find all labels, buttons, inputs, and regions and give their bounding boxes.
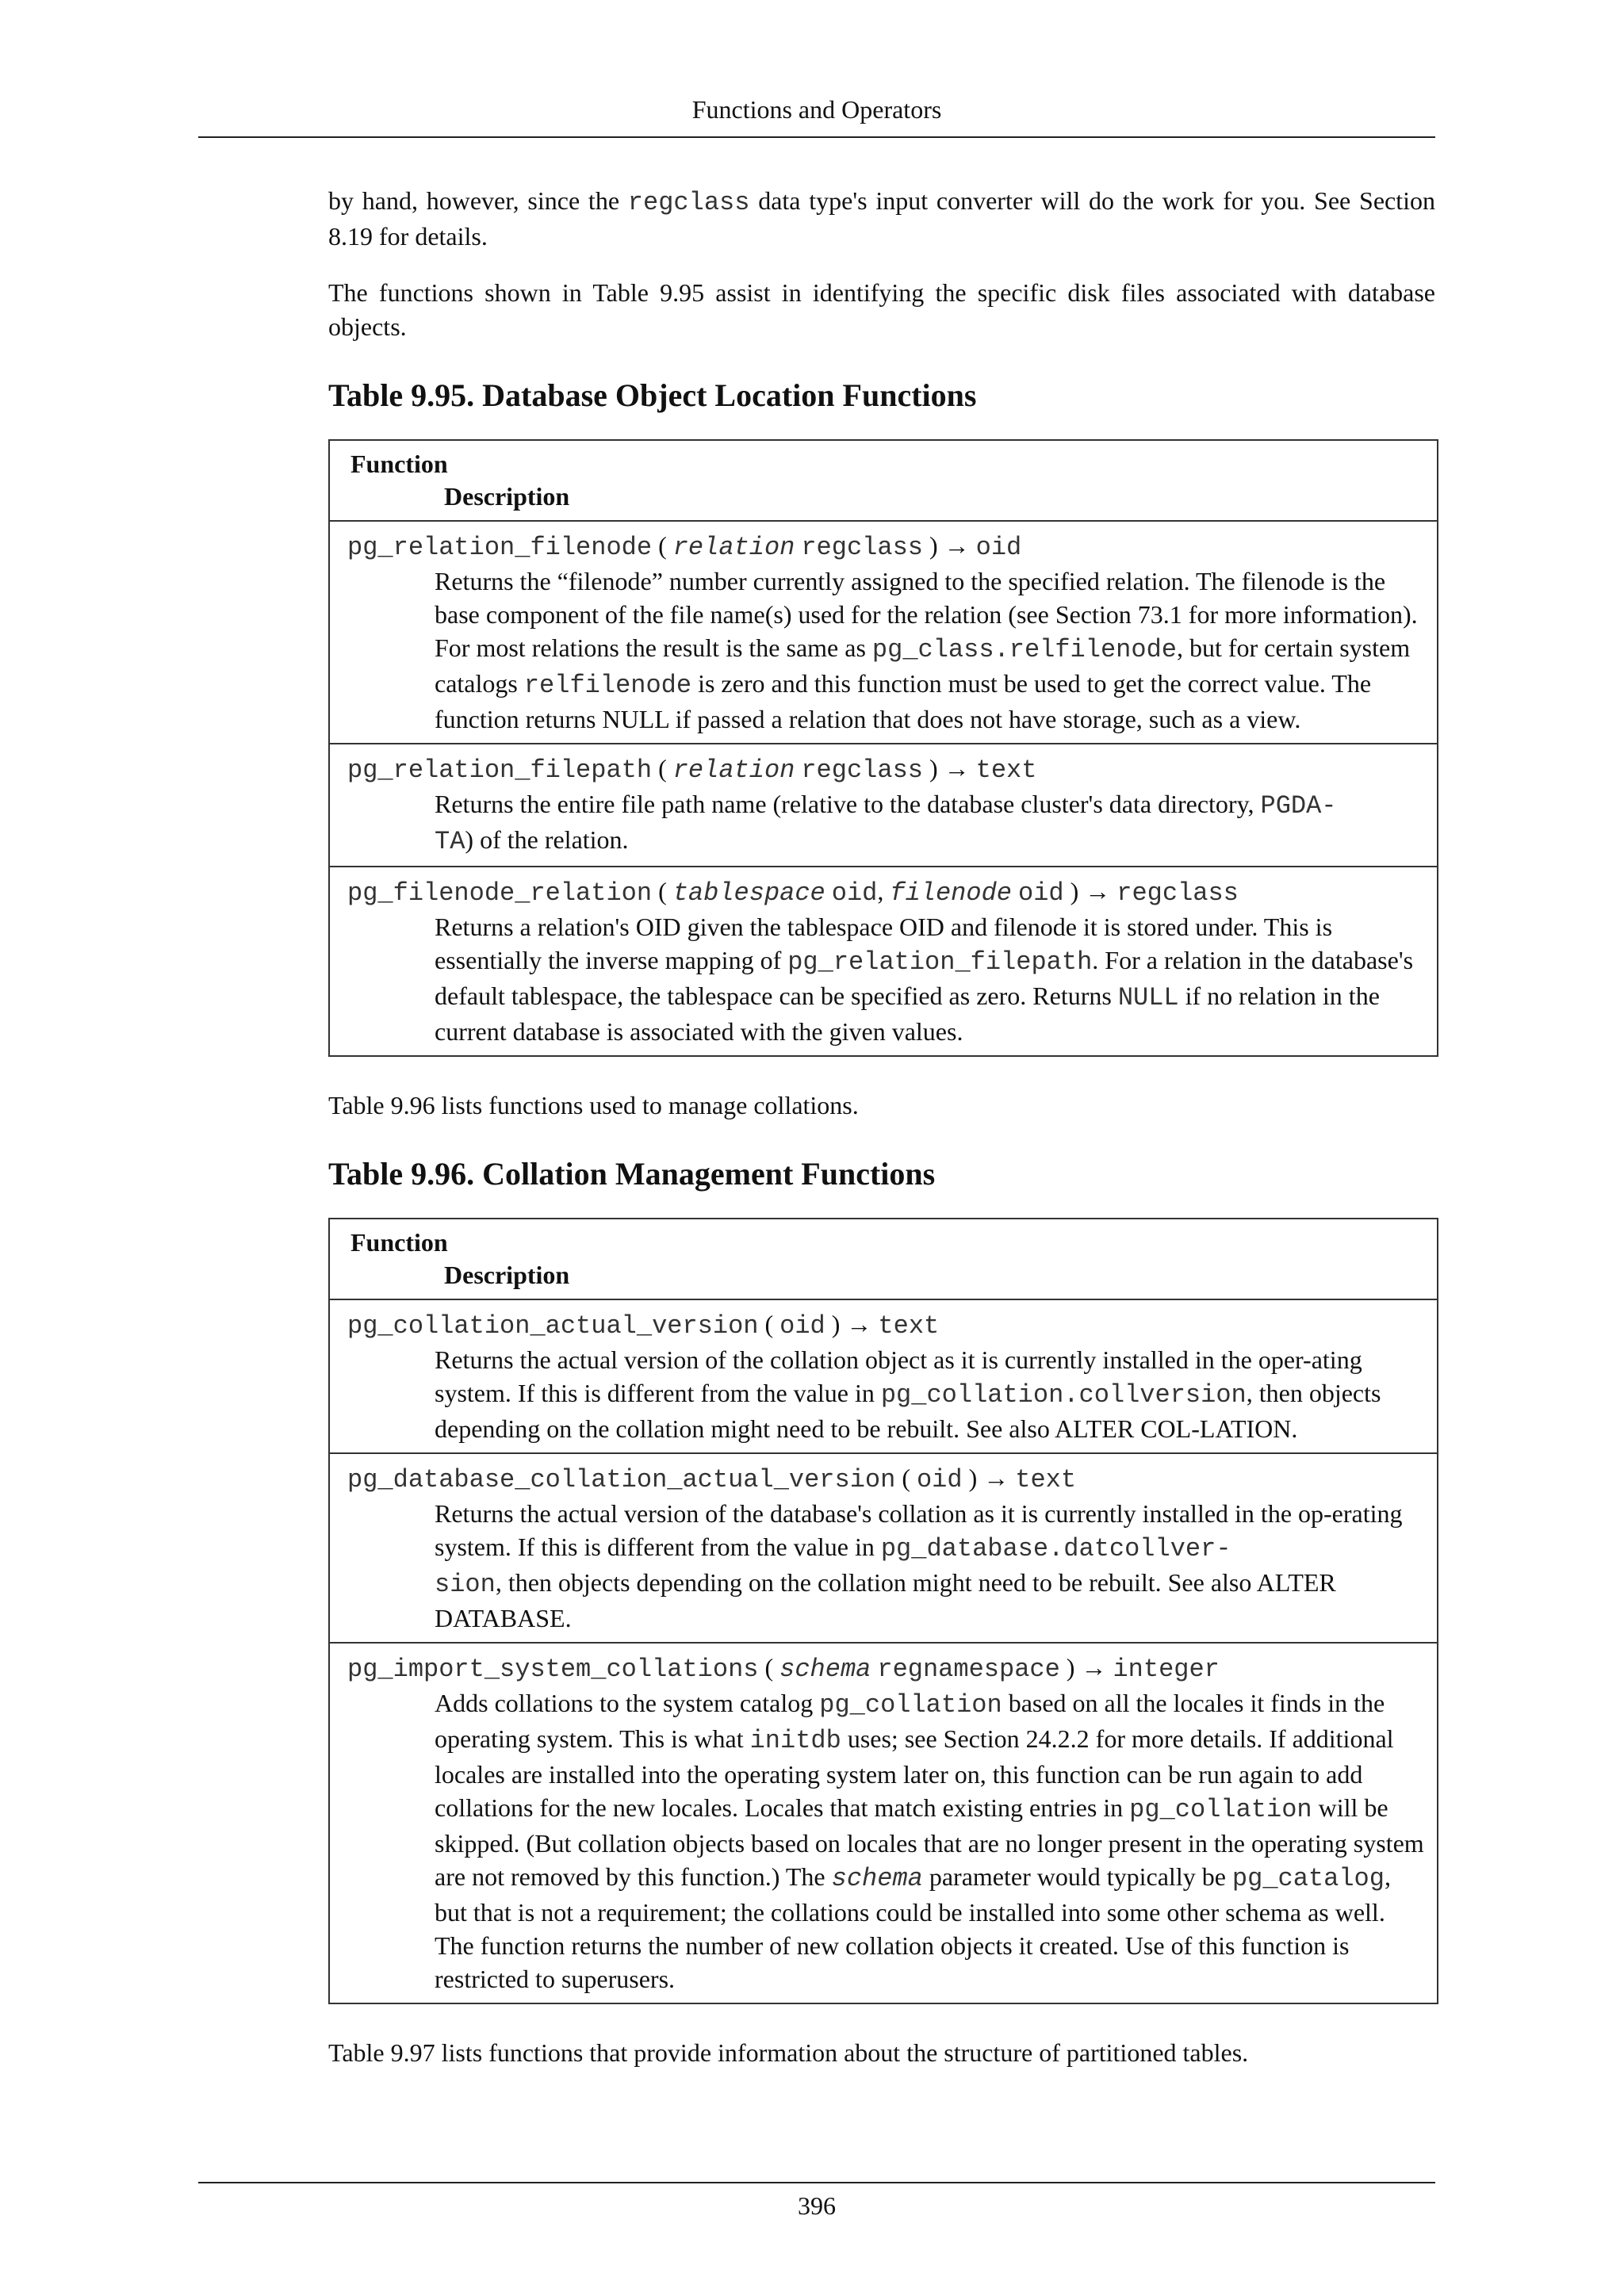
arrow-icon: → bbox=[846, 1310, 872, 1338]
table-header-row bbox=[329, 1219, 1438, 1299]
function-description: Returns the “filenode” number currently assigned to the specified relation. The filenode is the base component of the file name(s) used for the relation (see Section 73.1 for more information). For most relations the result is the same as pg_class.relfilenode, but for certain system catalogs relfilenode is zero and this function must be used to get the correct value. The function returns NULL if passed a relation that does not have storage, such as a view. bbox=[435, 567, 1418, 733]
function-name: pg_import_system_collations bbox=[347, 1655, 759, 1684]
table-9-95 bbox=[328, 439, 1438, 1057]
table-row bbox=[329, 867, 1438, 1056]
table-header-row bbox=[329, 440, 1438, 521]
function-description: Returns the actual version of the collation object as it is currently installed in the oper-ating system. If this is different from the value in pg_collation.collversion, then objects depending on the collation might need to be rebuilt. See also ALTER COL-LATION. bbox=[435, 1345, 1381, 1443]
column-header-function: Function bbox=[350, 450, 448, 478]
function-signature: pg_collation_actual_version ( oid ) → text bbox=[347, 1310, 940, 1341]
between-paragraph: Table 9.96 lists functions used to manage collations. bbox=[328, 1091, 859, 1119]
function-name: pg_relation_filepath bbox=[347, 756, 653, 785]
function-description: Returns the entire file path name (relative to the database cluster's data directory, PGDA- TA) of the relation. bbox=[435, 790, 1337, 856]
table-9-95-title: Table 9.95. Database Object Location Functions bbox=[328, 377, 977, 413]
table-row bbox=[329, 1453, 1438, 1643]
column-header-description: Description bbox=[444, 1261, 570, 1289]
table-row bbox=[329, 744, 1438, 867]
function-signature: pg_filenode_relation ( tablespace oid, filenode oid ) → regclass bbox=[347, 877, 1239, 908]
function-name: pg_relation_filenode bbox=[347, 533, 653, 562]
function-description: Returns a relation's OID given the tablespace OID and filenode it is stored under. This is essentially the inverse mapping of pg_relation_filepath. For a relation in the database's default tablespace, the tablespace can be specified as zero. Returns NULL if no relation in the current database is associated with the given values. bbox=[435, 913, 1414, 1046]
intro-paragraph-2: The functions shown in Table 9.95 assist in identifying the specific disk files associated with database objects. bbox=[328, 278, 1435, 341]
table-9-96 bbox=[328, 1218, 1438, 2004]
function-description: Returns the actual version of the database's collation as it is currently installed in the op-erating system. If this is different from the value in pg_database.datcollver- sion, then objects depending on the collation might need to be rebuilt. See also ALTER DATABASE. bbox=[435, 1499, 1403, 1632]
function-name: pg_collation_actual_version bbox=[347, 1311, 759, 1341]
intro-paragraph-1: by hand, however, since the regclass data type's input converter will do the work for you. See Section 8.19 for details. bbox=[328, 186, 1436, 251]
arrow-icon: → bbox=[1081, 1653, 1107, 1682]
page-number: 396 bbox=[798, 2191, 836, 2220]
arrow-icon: → bbox=[1085, 877, 1111, 905]
column-header-function: Function bbox=[350, 1228, 448, 1257]
function-signature: pg_relation_filenode ( relation regclass ) → oid bbox=[347, 531, 1022, 562]
function-description: Adds collations to the system catalog pg_collation based on all the locales it finds in the operating system. This is what initdb uses; see Section 24.2.2 for more details. If additional locales are installed into the operating system later on, this function can be run again to add collations for the new locales. Locales that match existing entries in pg_collation will be skipped. (But collation objects based on locales that are no longer present in the operating system are not removed by this function.) The schema parameter would typically be pg_catalog, but that is not a requirement; the collations could be installed into some other schema as well. The function returns the number of new collation objects it created. Use of this function is restricted to superusers. bbox=[435, 1689, 1424, 1993]
code-regclass: regclass bbox=[627, 188, 750, 217]
header-rule bbox=[198, 136, 1435, 138]
column-header-description: Description bbox=[444, 482, 570, 511]
table-row bbox=[329, 521, 1438, 744]
table-row bbox=[329, 1299, 1438, 1453]
function-name: pg_database_collation_actual_version bbox=[347, 1465, 896, 1494]
function-signature: pg_relation_filepath ( relation regclass ) → text bbox=[347, 754, 1037, 785]
table-9-96-title: Table 9.96. Collation Management Functions bbox=[328, 1156, 936, 1192]
table-row bbox=[329, 1643, 1438, 2003]
arrow-icon: → bbox=[944, 754, 970, 783]
arrow-icon: → bbox=[983, 1464, 1009, 1492]
function-signature: pg_import_system_collations ( schema regnamespace ) → integer bbox=[347, 1653, 1220, 1684]
arrow-icon: → bbox=[944, 531, 970, 560]
footer-rule bbox=[198, 2182, 1435, 2183]
function-name: pg_filenode_relation bbox=[347, 878, 653, 908]
page-content bbox=[328, 184, 1438, 2092]
outro-paragraph: Table 9.97 lists functions that provide information about the structure of partitioned tables. bbox=[328, 2038, 1249, 2067]
page-header: Functions and Operators bbox=[691, 95, 942, 124]
function-signature: pg_database_collation_actual_version ( oid ) → text bbox=[347, 1464, 1077, 1494]
